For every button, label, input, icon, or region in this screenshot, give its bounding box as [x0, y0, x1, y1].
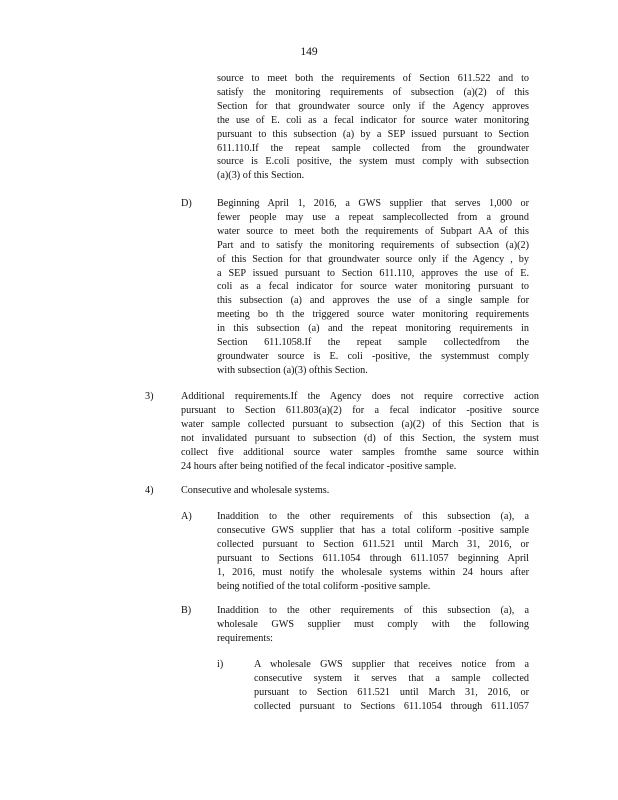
item-label-i: i) [217, 659, 224, 670]
text-line: A wholesale GWS supplier that receives notice from a [254, 659, 529, 670]
text-line: water source to meet both the requirements of Subpart AA of this [217, 225, 529, 237]
paragraph-continuation [217, 72, 529, 183]
text-line: source is E.coli positive, the system must comply with subsection [217, 156, 529, 168]
item-label-4: 4) [145, 485, 154, 496]
item-label-3: 3) [145, 391, 154, 402]
paragraph-b [217, 604, 529, 646]
text-line: collected pursuant to Section 611.521 until March 31, 2016, or [217, 538, 529, 550]
text-line: the use of E. coli as a fecal indicator for source water monitoring [217, 114, 529, 126]
text-line: in this subsection (a) and the repeat monitoring requirements in [217, 323, 529, 335]
text-line: of this Section for that groundwater source only if the Agency , by [217, 253, 529, 265]
paragraph-3 [181, 390, 539, 473]
paragraph-i [254, 658, 529, 714]
text-line: Beginning April 1, 2016, a GWS supplier that serves 1,000 or [217, 198, 529, 209]
text-line: this subsection (a) and approves the use of a single sample for [217, 295, 529, 307]
text-line: (a)(3) of this Section. [217, 170, 305, 182]
text-line: consecutive GWS supplier that has a total coliform -positive sample [217, 524, 529, 536]
text-line: Part and to satisfy the monitoring requirements of subsection (a)(2) [217, 239, 529, 251]
item-label-a: A) [181, 511, 192, 522]
paragraph-4 [181, 484, 539, 498]
text-line: 1, 2016, must notify the wholesale systems within 24 hours after [217, 566, 529, 578]
text-line: collect five additional source water samples fromthe same source within [181, 446, 539, 458]
text-line: Additional requirements.If the Agency does not require corrective action [181, 391, 539, 402]
text-line: collected pursuant to Sections 611.1054 through 611.1057 [254, 700, 529, 712]
text-line: Inaddition to the other requirements of this subsection (a), a [217, 605, 529, 616]
text-line: not invalidated pursuant to subsection (d) of this Section, the system must [181, 432, 539, 444]
paragraph-a [217, 510, 529, 593]
text-line: Inaddition to the other requirements of this subsection (a), a [217, 511, 529, 522]
text-line: water sample collected pursuant to subsection (a)(2) of this Section that is [181, 418, 539, 430]
item-label-d: D) [181, 198, 192, 209]
text-line: fewer people may use a repeat samplecollected from a ground [217, 211, 529, 223]
text-line: requirements: [217, 632, 274, 644]
paragraph-d [217, 197, 529, 378]
text-line: source to meet both the requirements of Section 611.522 and to [217, 73, 529, 84]
text-line: Section 611.1058.If the repeat sample collectedfrom the [217, 337, 529, 349]
text-line: 611.110.If the repeat sample collected from the groundwater [217, 142, 529, 154]
text-line: with subsection (a)(3) ofthis Section. [217, 364, 368, 376]
text-line: wholesale GWS supplier must comply with the following [217, 618, 529, 630]
text-line: consecutive system it serves that a sample collected [254, 672, 529, 684]
text-line: coli as a fecal indicator for source water monitoring pursuant to [217, 281, 529, 293]
text-line: Consecutive and wholesale systems. [181, 485, 330, 496]
text-line: pursuant to Sections 611.1054 through 611.1057 beginning April [217, 552, 529, 564]
text-line: groundwater source is E. coli -positive, the systemmust comply [217, 350, 529, 362]
text-line: pursuant to Section 611.521 until March 31, 2016, or [254, 686, 529, 698]
text-line: 24 hours after being notified of the fecal indicator -positive sample. [181, 460, 457, 472]
text-line: pursuant to Section 611.803(a)(2) for a fecal indicator -positive source [181, 404, 539, 416]
text-line: satisfy the monitoring requirements of subsection (a)(2) of this [217, 86, 529, 98]
text-line: being notified of the total coliform -positive sample. [217, 580, 431, 592]
page-number: 149 [300, 46, 318, 58]
text-line: meeting bo th the triggered source water monitoring requirements [217, 309, 529, 321]
item-label-b: B) [181, 605, 192, 616]
text-line: Section for that groundwater source only if the Agency approves [217, 100, 529, 112]
text-line: pursuant to this subsection (a) by a SEP issued pursuant to Section [217, 128, 529, 140]
text-line: a SEP issued pursuant to Section 611.110, approves the use of E. [217, 267, 529, 279]
